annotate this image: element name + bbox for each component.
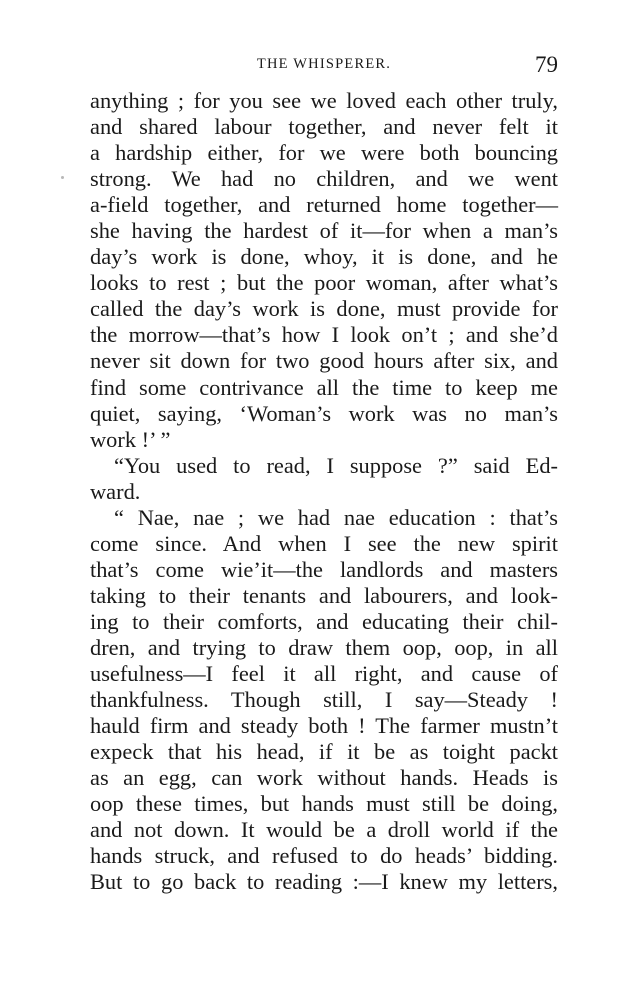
text-line: quiet, saying, ‘Woman’s work was no man’s bbox=[90, 400, 558, 426]
running-head: THE WHISPERER. bbox=[256, 56, 392, 72]
text-line: expeck that his head, if it be as toight packt bbox=[90, 739, 558, 765]
text-line: But to go back to reading :—I knew my letters, bbox=[90, 869, 558, 895]
text-line: ing to their comforts, and educating their chil- bbox=[90, 608, 558, 634]
text-line: she having the hardest of it—for when a man’s bbox=[90, 218, 558, 244]
text-line: thankfulness. Though still, I say—Steady ! bbox=[90, 687, 558, 713]
text-line: that’s come wie’it—the landlords and masters bbox=[90, 556, 558, 582]
text-line: a hardship either, for we were both bouncing bbox=[90, 140, 558, 166]
text-line: anything ; for you see we loved each other truly, bbox=[90, 88, 558, 113]
body-text bbox=[90, 88, 558, 895]
text-line: find some contrivance all the time to keep me bbox=[90, 374, 558, 400]
text-line: day’s work is done, whoy, it is done, and he bbox=[90, 244, 558, 270]
page-header bbox=[90, 52, 558, 82]
text-line: and shared labour together, and never felt it bbox=[90, 114, 558, 140]
text-line: “ Nae, nae ; we had nae education : that’s bbox=[114, 504, 558, 530]
text-line: looks to rest ; but the poor woman, after what’s bbox=[90, 270, 558, 296]
text-line: called the day’s work is done, must provide for bbox=[90, 296, 558, 322]
text-line: come since. And when I see the new spirit bbox=[90, 530, 558, 556]
text-line: taking to their tenants and labourers, and look- bbox=[90, 582, 558, 608]
text-line: strong. We had no children, and we went bbox=[90, 166, 558, 192]
text-line: “You used to read, I suppose ?” said Ed- bbox=[114, 452, 558, 478]
text-line: work !’ ” bbox=[90, 426, 171, 452]
ink-speck bbox=[61, 176, 64, 179]
page-number: 79 bbox=[535, 52, 558, 77]
text-line: the morrow—that’s how I look on’t ; and she’d bbox=[90, 322, 558, 348]
text-line: hands struck, and refused to do heads’ bidding. bbox=[90, 843, 558, 869]
text-line: and not down. It would be a droll world if the bbox=[90, 817, 558, 843]
text-line: dren, and trying to draw them oop, oop, in all bbox=[90, 634, 558, 660]
text-line: never sit down for two good hours after six, and bbox=[90, 348, 558, 374]
text-line: ward. bbox=[90, 478, 141, 504]
text-line: usefulness—I feel it all right, and cause of bbox=[90, 661, 558, 687]
text-line: oop these times, but hands must still be doing, bbox=[90, 791, 558, 817]
text-line: a-field together, and returned home together— bbox=[90, 192, 558, 218]
text-line: as an egg, can work without hands. Heads is bbox=[90, 765, 558, 791]
text-line: hauld firm and steady both ! The farmer mustn’t bbox=[90, 713, 558, 739]
